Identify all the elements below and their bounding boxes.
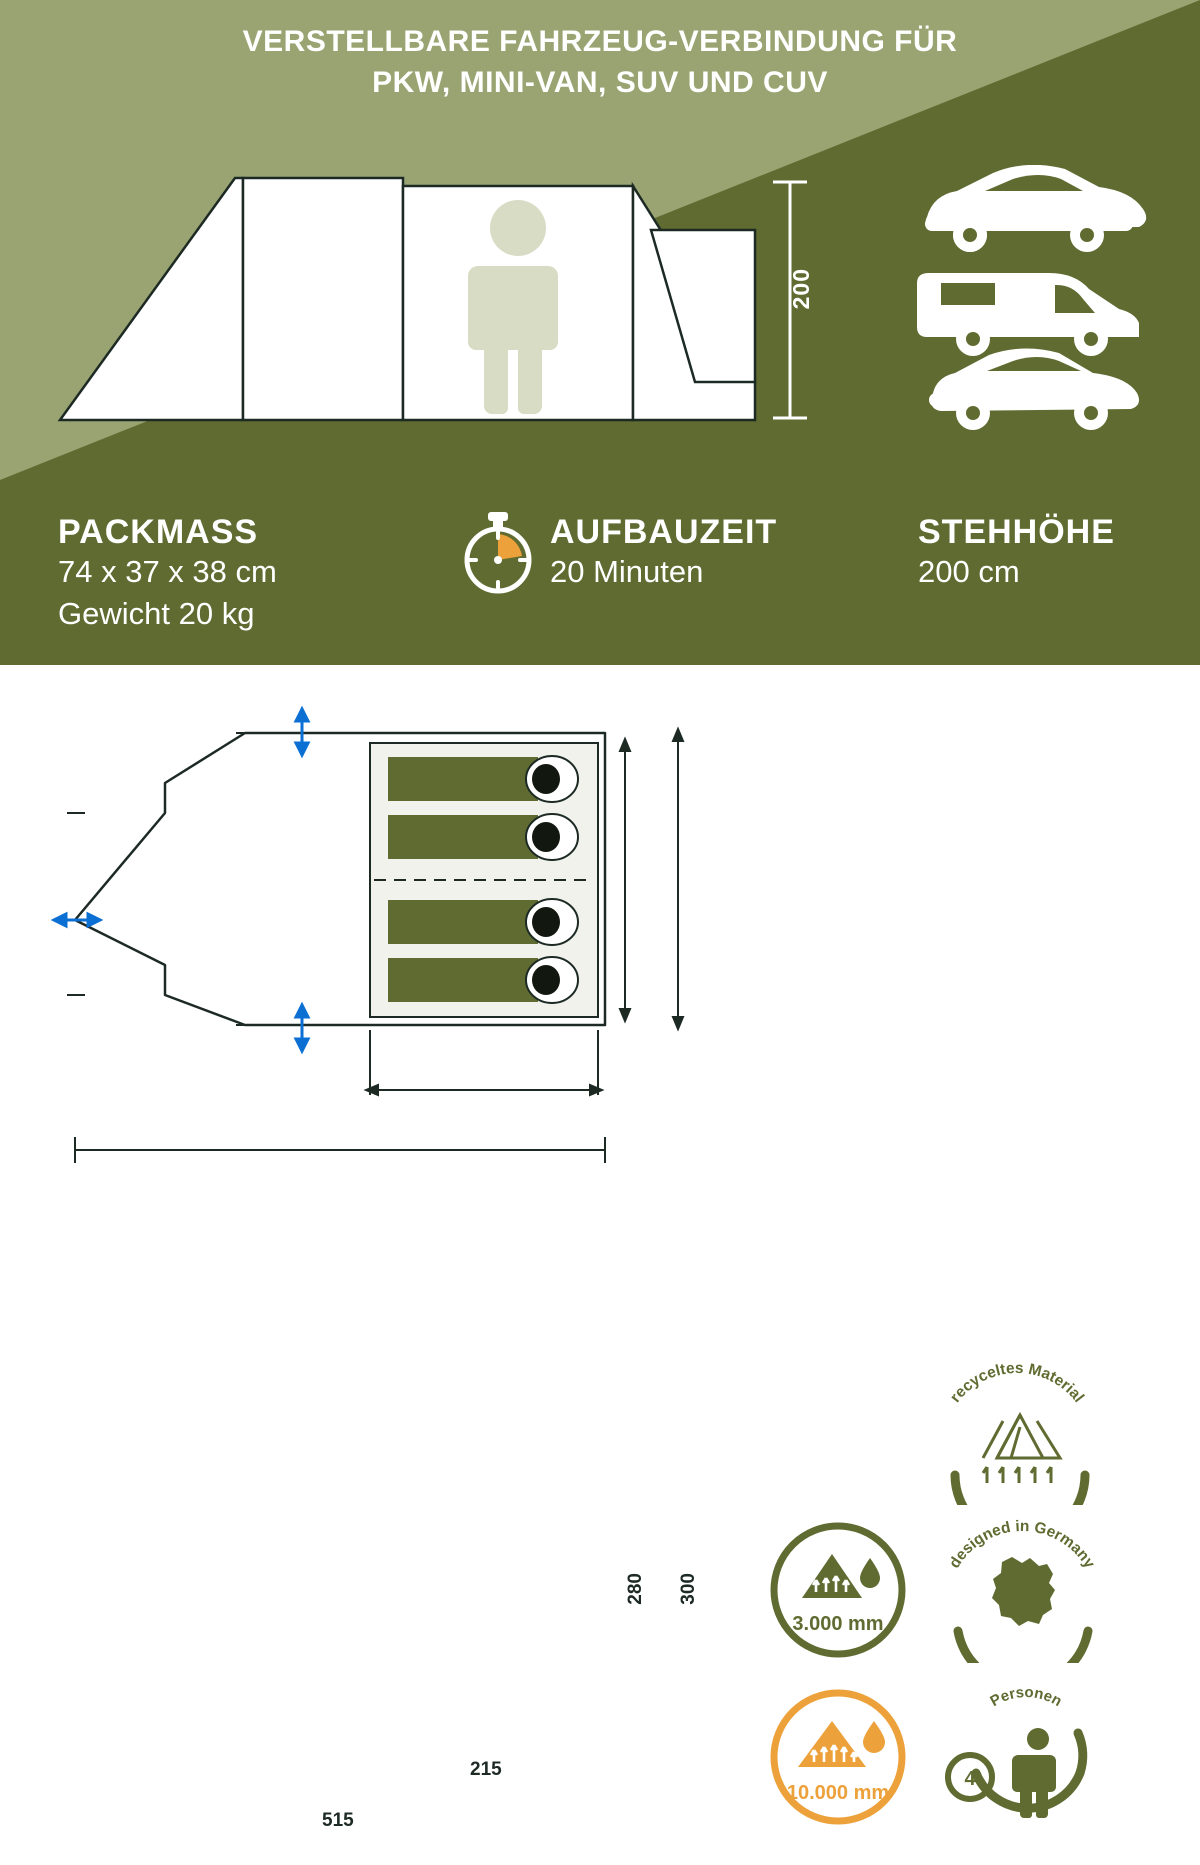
badge-personen-count: 4 xyxy=(964,1768,976,1790)
badge-personen-label: Personen xyxy=(987,1683,1065,1711)
badge-group xyxy=(750,1345,1190,1865)
spec-packmass xyxy=(58,514,277,635)
spec-aufbauzeit xyxy=(470,514,777,593)
spec-aufbauzeit-line1: 20 Minuten xyxy=(550,554,704,590)
spec-stehhoehe-title: STEHHÖHE xyxy=(918,513,1115,551)
badge-10000-value: 10.000 mm xyxy=(786,1782,890,1804)
germany-map-icon xyxy=(992,1557,1055,1626)
spec-stehhoehe-line1: 200 cm xyxy=(918,554,1020,590)
tent-icon xyxy=(983,1415,1060,1458)
title-line-2: PKW, MINI-VAN, SUV UND CUV xyxy=(372,65,828,99)
badge-germany-label: designed in Germany xyxy=(946,1517,1098,1572)
spec-stehhoehe xyxy=(918,514,1115,593)
top-panel xyxy=(0,0,1200,665)
spec-row xyxy=(0,500,1200,665)
van-icon xyxy=(917,273,1139,356)
spec-aufbauzeit-title: AUFBAUZEIT xyxy=(550,513,778,551)
badge-water-column-10000 xyxy=(758,1677,918,1842)
svg-text:Personen xyxy=(987,1684,1064,1710)
badge-recycled-material xyxy=(925,1355,1115,1510)
car-icon xyxy=(925,165,1146,252)
spec-packmass-line1: 74 x 37 x 38 cm xyxy=(58,554,277,590)
badge-3000-value: 3.000 mm xyxy=(792,1613,884,1635)
suv-icon xyxy=(929,348,1139,430)
badge-designed-in-germany xyxy=(928,1513,1118,1668)
badge-recycled-label: recyceltes Material xyxy=(947,1359,1088,1406)
vehicle-icons-group xyxy=(915,165,1155,440)
tent-elevation-illustration xyxy=(55,170,815,430)
dimension-215: 215 xyxy=(470,1759,502,1780)
dimension-300: 300 xyxy=(678,1573,699,1605)
page-title xyxy=(0,22,1200,103)
badge-personen xyxy=(928,1677,1118,1832)
title-line-1: VERSTELLBARE FAHRZEUG-VERBINDUNG FÜR xyxy=(242,25,958,58)
dimension-515: 515 xyxy=(322,1810,354,1831)
badge-water-column-3000 xyxy=(758,1510,918,1675)
dimension-280: 280 xyxy=(625,1573,646,1605)
svg-text:recyceltes Material xyxy=(947,1360,1087,1406)
standing-height-dimension-label: 200 xyxy=(788,268,814,310)
stopwatch-icon xyxy=(460,510,536,601)
spec-packmass-line2: Gewicht 20 kg xyxy=(58,596,255,632)
spec-packmass-title: PACKMASS xyxy=(58,513,259,551)
floorplan-diagram xyxy=(40,695,740,1175)
bottom-panel xyxy=(0,665,1200,1831)
